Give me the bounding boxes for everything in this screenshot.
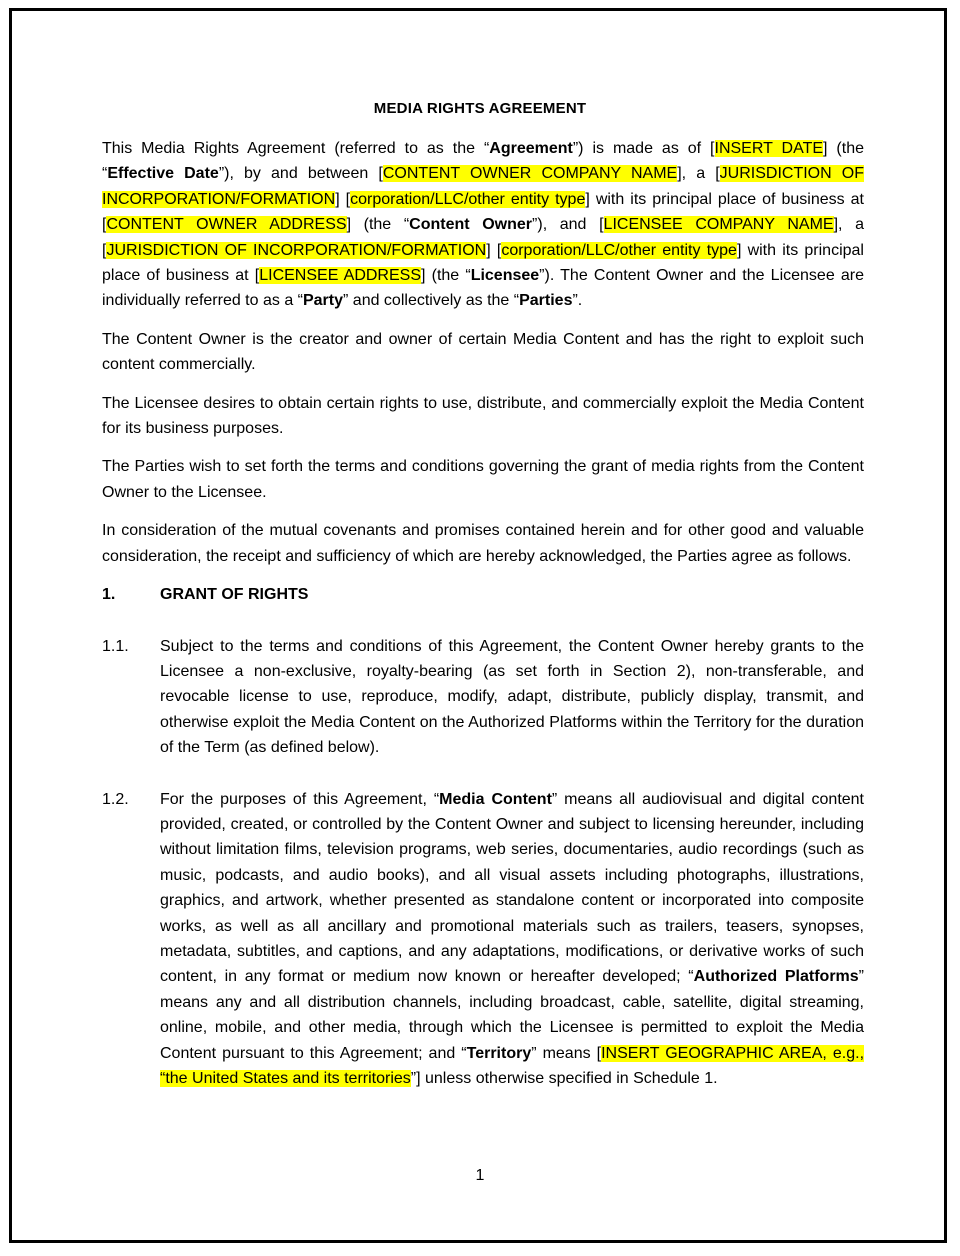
text-run: ”), and [	[532, 216, 604, 234]
text-run: ”] unless otherwise specified in Schedule 1.	[410, 1070, 718, 1087]
clause-1-2	[102, 787, 864, 1092]
recital-paragraph: The Parties wish to set forth the terms and conditions governing the grant of media rights from the Content Owner to the Licensee.	[102, 458, 864, 501]
document-body	[102, 136, 864, 1117]
section-title: GRANT OF RIGHTS	[160, 586, 309, 604]
defined-term: Parties	[519, 292, 573, 310]
clause-number: 1.1.	[102, 637, 129, 655]
section-number: 1.	[102, 586, 116, 604]
text-run: ” means all audiovisual and digital content provided, created, or controlled by the Content Owner and subject to licensing hereunder, including without limitation films, television programs, web series, documentaries, audio recordings (such as music, podcasts, and audio books), and all visual assets including photographs, illustrations, graphics, and artwork, whether presented as standalone content or incorporated into composite works, as well as all ancillary and promotional materials such as trailers, teasers, synopses, metadata, subtitles, and captions, and any adaptations, modifications, or derivative works of such content, in any format or medium now known or hereafter developed; “	[160, 790, 865, 986]
placeholder-highlight: corporation/LLC/other entity type	[350, 190, 586, 208]
text-run: ” and collectively as the “	[343, 292, 520, 310]
text-run: ] (the “	[421, 267, 471, 285]
text-run: ”). The Content Owner and the Licensee are individually referred to as a “	[102, 267, 865, 310]
placeholder-highlight: corporation/LLC/other entity type	[501, 241, 737, 259]
placeholder-highlight: LICENSEE ADDRESS	[259, 267, 421, 285]
clause-1-1	[102, 634, 864, 761]
intro-paragraph	[102, 136, 864, 314]
page-number: 1	[475, 1167, 485, 1184]
placeholder-highlight: CONTENT OWNER COMPANY NAME	[382, 165, 678, 183]
document-title: MEDIA RIGHTS AGREEMENT	[373, 100, 587, 117]
clause-text	[160, 787, 864, 1092]
text-run: ” means [	[531, 1044, 602, 1062]
placeholder-highlight: INSERT DATE	[714, 140, 824, 157]
text-run: ] (the “	[346, 216, 410, 234]
placeholder-highlight: JURISDICTION OF INCORPORATION/FORMATION	[102, 165, 864, 208]
text-run: ], a [	[102, 216, 865, 259]
defined-term: Party	[302, 292, 344, 310]
recital-paragraph: In consideration of the mutual covenants and promises contained herein and for other good and valuable consideration, the receipt and sufficiency of which are hereby acknowledged, the Parties agree as follows.	[102, 522, 864, 565]
text-run: ”.	[572, 292, 583, 310]
text-run: ”) is made as of [	[572, 140, 715, 157]
text-run: ] with its principal place of business at [	[102, 241, 864, 285]
text-run: For the purposes of this Agreement, “	[160, 790, 440, 808]
text-run: ”), by and between [	[218, 165, 383, 183]
clause-text: Subject to the terms and conditions of this Agreement, the Content Owner hereby grants to the Licensee a non-exclusive, royalty-bearing (as set forth in Section 2), non-transferable, and revocable license to use, reproduce, modify, adapt, distribute, publicly display, transmit, and otherwise exploit the Media Content on the Authorized Platforms within the Territory for the duration of the Term (as defined below).	[160, 637, 864, 757]
text-run: ] with its principal place of business at [	[102, 190, 864, 234]
text-run: ” means any and all distribution channels, including broadcast, cable, satellite, digital streaming, online, mobile, and other media, through which the Licensee is permitted to exploit the Media Content pursuant to this Agreement; and “	[160, 968, 864, 1062]
recital-paragraph: The Licensee desires to obtain certain rights to use, distribute, and commercially exploit the Media Content for its business purposes.	[102, 394, 864, 438]
text-run: ] [	[486, 241, 502, 259]
text-run: ] (the “	[102, 140, 864, 183]
defined-term: Agreement	[489, 140, 573, 157]
placeholder-highlight: JURISDICTION OF INCORPORATION/FORMATION	[106, 241, 487, 259]
placeholder-highlight: LICENSEE COMPANY NAME	[603, 216, 834, 234]
clause-number: 1.2.	[102, 790, 129, 808]
text-run: ], a [	[677, 165, 720, 183]
recital-paragraph: The Content Owner is the creator and owner of certain Media Content and has the right to exploit such content commercially.	[102, 330, 864, 374]
placeholder-highlight: CONTENT OWNER ADDRESS	[106, 216, 347, 234]
defined-term: Territory	[466, 1044, 532, 1062]
defined-term: Authorized Platforms	[693, 968, 859, 986]
defined-term: Effective Date	[107, 165, 219, 183]
section-heading	[102, 582, 864, 607]
placeholder-highlight: INSERT GEOGRAPHIC AREA, e.g., “the United States and its territories	[160, 1044, 865, 1087]
text-run: This Media Rights Agreement (referred to as the “	[102, 140, 490, 157]
defined-term: Licensee	[470, 267, 540, 285]
defined-term: Media Content	[439, 790, 552, 808]
defined-term: Content Owner	[409, 216, 533, 234]
text-run: ] [	[335, 190, 351, 208]
